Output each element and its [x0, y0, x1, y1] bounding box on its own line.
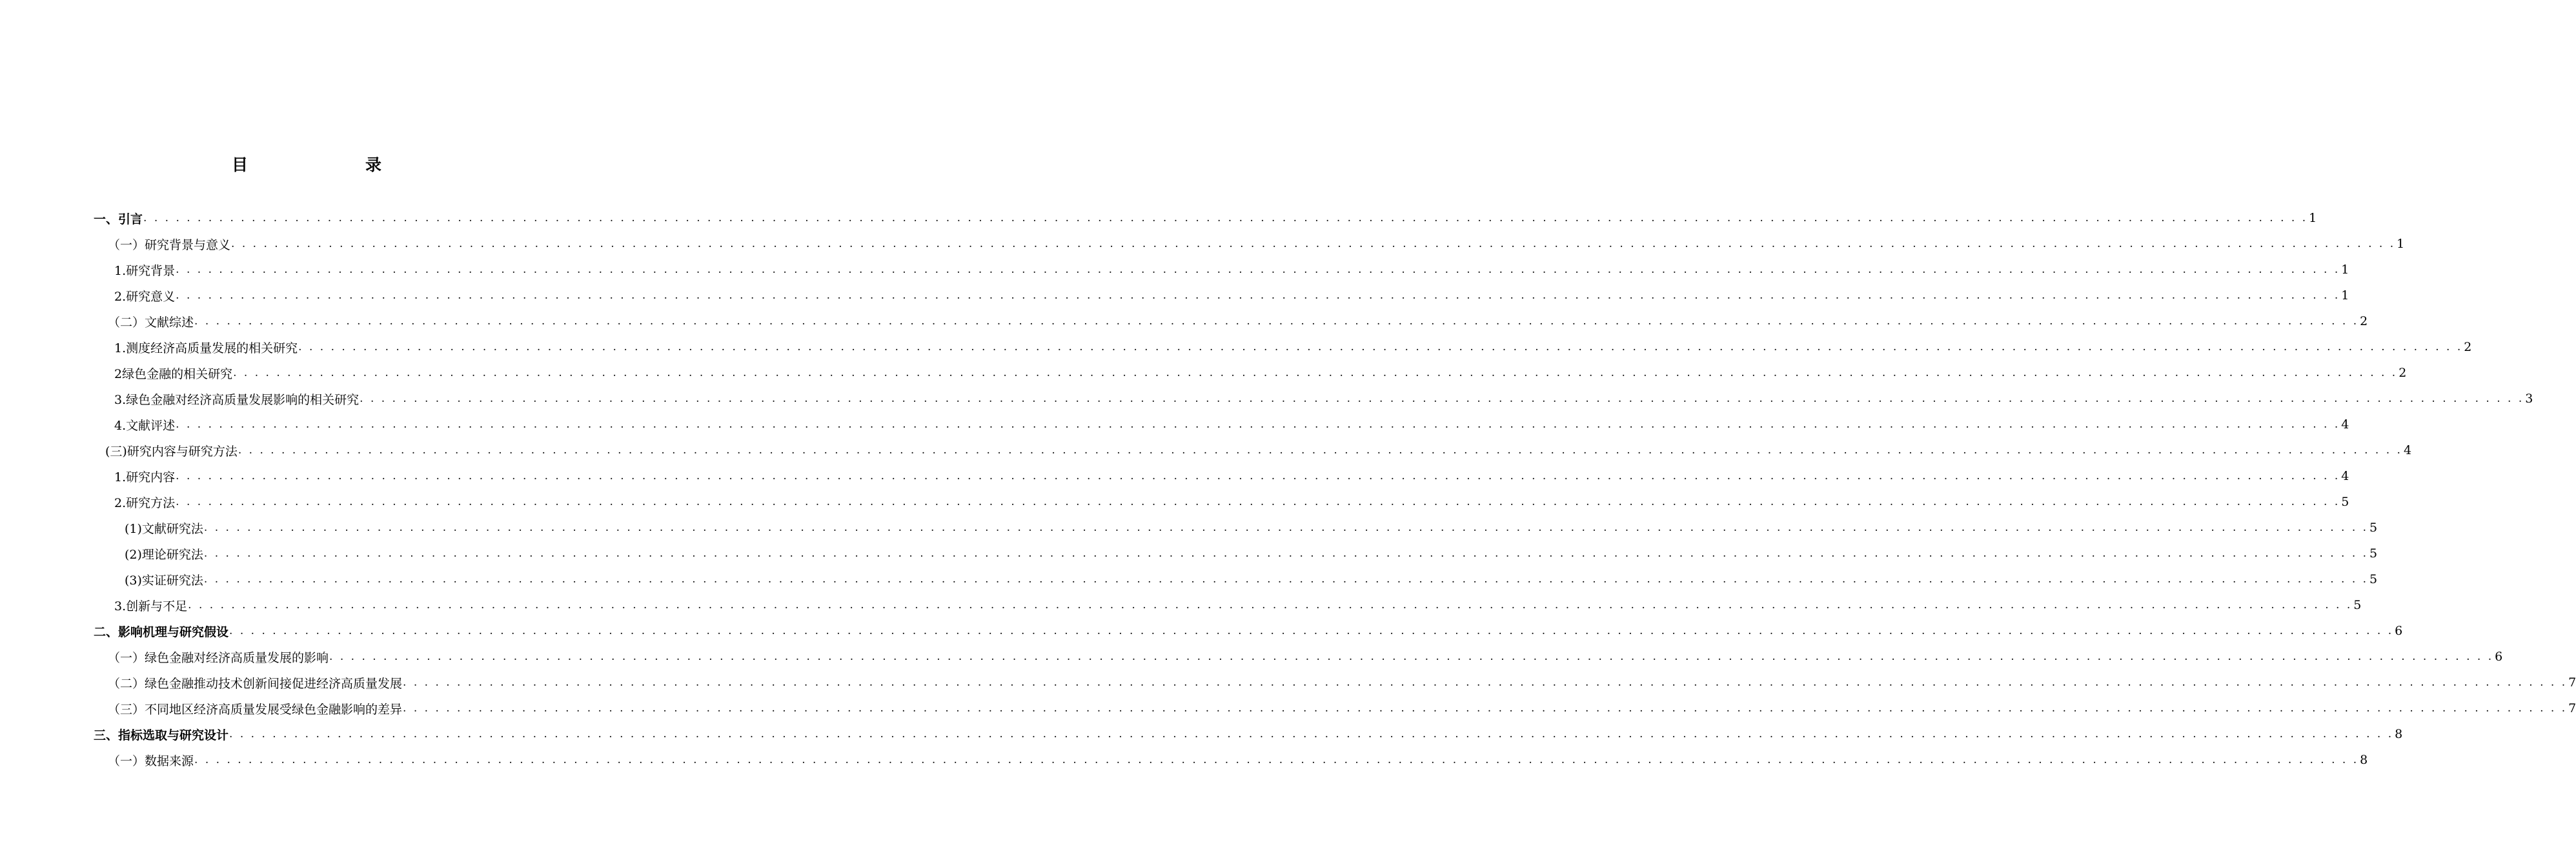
toc-entry[interactable]: [94, 618, 2403, 644]
toc-dot-leader: . . . . . . . . . . . . . . . . . . . . . . . . . . . . . . . . . . . . . . . . . . . . . . . . . . . . . . . . . . . . . . . . . . . . . . . . . . . . . . . . . . . . . . . . . . . . . . . . . . . . . . . . . . . . . . . . . . . . . . . . . . . . . . . . . . . . . . . . . . . . . . . . . . . . . . . . . . . . . . . . . . . . . . . . . . . . . . . . . . . . . . . . . . . . . . . . . . . . . . . .: [176, 263, 2340, 276]
toc-entry-page-number: 1: [2397, 237, 2405, 251]
toc-entry[interactable]: [94, 283, 2349, 308]
toc-dot-leader: . . . . . . . . . . . . . . . . . . . . . . . . . . . . . . . . . . . . . . . . . . . . . . . . . . . . . . . . . . . . . . . . . . . . . . . . . . . . . . . . . . . . . . . . . . . . . . . . . . . . . . . . . . . . . . . . . . . . . . . . . . . . . . . . . . . . . . . . . . . . . . . . . . . . . . . . . . . . . . . . . . . . . . . . . . . . . . . . . . . . . . . . . . . . . . . . . . . . . . . .: [203, 521, 2369, 534]
toc-entry-page-number: 2: [2360, 314, 2368, 328]
toc-entry-page-number: 6: [2495, 650, 2503, 664]
toc-entry-label: （三）不同地区经济高质量发展受绿色金融影响的差异: [108, 702, 403, 717]
toc-dot-leader: . . . . . . . . . . . . . . . . . . . . . . . . . . . . . . . . . . . . . . . . . . . . . . . . . . . . . . . . . . . . . . . . . . . . . . . . . . . . . . . . . . . . . . . . . . . . . . . . . . . . . . . . . . . . . . . . . . . . . . . . . . . . . . . . . . . . . . . . . . . . . . . . . . . . . . . . . . . . . . . . . . . . . . . . . . . . . . . . . . . . . . . . . . . . . . . . . . . . . . . .: [194, 753, 2359, 766]
toc-entry[interactable]: [94, 695, 2576, 721]
toc-dot-leader: . . . . . . . . . . . . . . . . . . . . . . . . . . . . . . . . . . . . . . . . . . . . . . . . . . . . . . . . . . . . . . . . . . . . . . . . . . . . . . . . . . . . . . . . . . . . . . . . . . . . . . . . . . . . . . . . . . . . . . . . . . . . . . . . . . . . . . . . . . . . . . . . . . . . . . . . . . . . . . . . . . . . . . . . . . . . . . . . . . . . . . . . . . . . . . . . . . . . . . . .: [229, 728, 2394, 741]
toc-dot-leader: . . . . . . . . . . . . . . . . . . . . . . . . . . . . . . . . . . . . . . . . . . . . . . . . . . . . . . . . . . . . . . . . . . . . . . . . . . . . . . . . . . . . . . . . . . . . . . . . . . . . . . . . . . . . . . . . . . . . . . . . . . . . . . . . . . . . . . . . . . . . . . . . . . . . . . . . . . . . . . . . . . . . . . . . . . . . . . . . . . . . . . . . . . . . . . . . . . . . . . . .: [176, 289, 2340, 302]
toc-entry-label: (1)文献研究法: [125, 521, 203, 536]
toc-dot-leader: . . . . . . . . . . . . . . . . . . . . . . . . . . . . . . . . . . . . . . . . . . . . . . . . . . . . . . . . . . . . . . . . . . . . . . . . . . . . . . . . . . . . . . . . . . . . . . . . . . . . . . . . . . . . . . . . . . . . . . . . . . . . . . . . . . . . . . . . . . . . . . . . . . . . . . . . . . . . . . . . . . . . . . . . . . . . . . . . . . . . . . . . . . . . . . . . . . . . . . . .: [194, 315, 2359, 328]
toc-entry-label: 一、引言: [94, 212, 143, 226]
toc-entry-label: 3.创新与不足: [114, 599, 188, 613]
toc-entry-label: 二、影响机理与研究假设: [94, 624, 229, 639]
toc-entry[interactable]: [94, 437, 2412, 463]
toc-entry[interactable]: [94, 412, 2349, 437]
toc-entry[interactable]: [94, 463, 2349, 489]
toc-entry-page-number: 5: [2369, 521, 2378, 535]
toc-entry[interactable]: [94, 747, 2368, 773]
toc-entry-label: 2.研究方法: [114, 495, 176, 510]
toc-entry[interactable]: [94, 231, 2405, 257]
toc-entry-page-number: 7: [2568, 675, 2576, 690]
toc-entry-page-number: 6: [2395, 624, 2403, 638]
toc-dot-leader: . . . . . . . . . . . . . . . . . . . . . . . . . . . . . . . . . . . . . . . . . . . . . . . . . . . . . . . . . . . . . . . . . . . . . . . . . . . . . . . . . . . . . . . . . . . . . . . . . . . . . . . . . . . . . . . . . . . . . . . . . . . . . . . . . . . . . . . . . . . . . . . . . . . . . . . . . . . . . . . . . . . . . . . . . . . . . . . . . . . . . . . . . . . . . . . . . . . . . . . .: [233, 366, 2398, 379]
toc-entry-label: 1.研究背景: [114, 263, 176, 278]
toc-entry-page-number: 5: [2341, 495, 2349, 509]
toc-dot-leader: . . . . . . . . . . . . . . . . . . . . . . . . . . . . . . . . . . . . . . . . . . . . . . . . . . . . . . . . . . . . . . . . . . . . . . . . . . . . . . . . . . . . . . . . . . . . . . . . . . . . . . . . . . . . . . . . . . . . . . . . . . . . . . . . . . . . . . . . . . . . . . . . . . . . . . . . . . . . . . . . . . . . . . . . . . . . . . . . . . . . . . . . . . . . . . . . . . . . . . . .: [238, 444, 2402, 457]
toc-entry-page-number: 7: [2568, 701, 2576, 715]
toc-entry[interactable]: [94, 541, 2378, 566]
toc-entry[interactable]: [94, 592, 2362, 618]
toc-dot-leader: . . . . . . . . . . . . . . . . . . . . . . . . . . . . . . . . . . . . . . . . . . . . . . . . . . . . . . . . . . . . . . . . . . . . . . . . . . . . . . . . . . . . . . . . . . . . . . . . . . . . . . . . . . . . . . . . . . . . . . . . . . . . . . . . . . . . . . . . . . . . . . . . . . . . . . . . . . . . . . . . . . . . . . . . . . . . . . . . . . . . . . . . . . . . . . . . . . . . . . . .: [298, 341, 2463, 354]
toc-entry-label: 1.测度经济高质量发展的相关研究: [114, 341, 298, 355]
toc-entry[interactable]: [94, 257, 2349, 283]
toc-entry[interactable]: [94, 644, 2503, 670]
toc-dot-leader: . . . . . . . . . . . . . . . . . . . . . . . . . . . . . . . . . . . . . . . . . . . . . . . . . . . . . . . . . . . . . . . . . . . . . . . . . . . . . . . . . . . . . . . . . . . . . . . . . . . . . . . . . . . . . . . . . . . . . . . . . . . . . . . . . . . . . . . . . . . . . . . . . . . . . . . . . . . . . . . . . . . . . . . . . . . . . . . . . . . . . . . . . . . . . . . . . . . . . . . .: [188, 599, 2353, 612]
toc-dot-leader: . . . . . . . . . . . . . . . . . . . . . . . . . . . . . . . . . . . . . . . . . . . . . . . . . . . . . . . . . . . . . . . . . . . . . . . . . . . . . . . . . . . . . . . . . . . . . . . . . . . . . . . . . . . . . . . . . . . . . . . . . . . . . . . . . . . . . . . . . . . . . . . . . . . . . . . . . . . . . . . . . . . . . . . . . . . . . . . . . . . . . . . . . . . . . . . . . . . . . . . .: [360, 392, 2524, 405]
toc-dot-leader: . . . . . . . . . . . . . . . . . . . . . . . . . . . . . . . . . . . . . . . . . . . . . . . . . . . . . . . . . . . . . . . . . . . . . . . . . . . . . . . . . . . . . . . . . . . . . . . . . . . . . . . . . . . . . . . . . . . . . . . . . . . . . . . . . . . . . . . . . . . . . . . . . . . . . . . . . . . . . . . . . . . . . . . . . . . . . . . . . . . . . . . . . . . . . . . . . . . . . . . .: [403, 702, 2568, 715]
toc-entry-page-number: 8: [2360, 753, 2368, 767]
toc-entry-label: 2绿色金融的相关研究: [114, 366, 233, 381]
toc-dot-leader: . . . . . . . . . . . . . . . . . . . . . . . . . . . . . . . . . . . . . . . . . . . . . . . . . . . . . . . . . . . . . . . . . . . . . . . . . . . . . . . . . . . . . . . . . . . . . . . . . . . . . . . . . . . . . . . . . . . . . . . . . . . . . . . . . . . . . . . . . . . . . . . . . . . . . . . . . . . . . . . . . . . . . . . . . . . . . . . . . . . . . . . . . . . . . . . . . . . . . . . .: [143, 212, 2308, 224]
toc-entry[interactable]: [94, 515, 2378, 541]
toc-entry-page-number: 4: [2403, 443, 2412, 457]
page-title: 目 录: [231, 155, 410, 174]
toc-entry-page-number: 1: [2341, 288, 2349, 303]
toc-entry-label: 4.文献评述: [114, 418, 176, 433]
toc-dot-leader: . . . . . . . . . . . . . . . . . . . . . . . . . . . . . . . . . . . . . . . . . . . . . . . . . . . . . . . . . . . . . . . . . . . . . . . . . . . . . . . . . . . . . . . . . . . . . . . . . . . . . . . . . . . . . . . . . . . . . . . . . . . . . . . . . . . . . . . . . . . . . . . . . . . . . . . . . . . . . . . . . . . . . . . . . . . . . . . . . . . . . . . . . . . . . . . . . . . . . . . .: [231, 237, 2396, 250]
toc-entry-label: （二）文献综述: [108, 315, 194, 330]
toc-entry-page-number: 2: [2464, 340, 2472, 354]
toc-entry-label: （一）绿色金融对经济高质量发展的影响: [108, 650, 329, 665]
toc-dot-leader: . . . . . . . . . . . . . . . . . . . . . . . . . . . . . . . . . . . . . . . . . . . . . . . . . . . . . . . . . . . . . . . . . . . . . . . . . . . . . . . . . . . . . . . . . . . . . . . . . . . . . . . . . . . . . . . . . . . . . . . . . . . . . . . . . . . . . . . . . . . . . . . . . . . . . . . . . . . . . . . . . . . . . . . . . . . . . . . . . . . . . . . . . . . . . . . . . . . . . . . .: [176, 470, 2340, 483]
toc-entry-label: 1.研究内容: [114, 470, 176, 484]
toc-entry-page-number: 1: [2341, 263, 2349, 277]
toc-entry[interactable]: [94, 670, 2576, 695]
toc-entry-label: 3.绿色金融对经济高质量发展影响的相关研究: [114, 392, 360, 407]
toc-entry-label: 三、指标选取与研究设计: [94, 728, 229, 742]
toc-entry-page-number: 2: [2399, 366, 2407, 380]
toc-entry[interactable]: [94, 334, 2472, 360]
toc-entry-label: 2.研究意义: [114, 289, 176, 304]
toc-entry[interactable]: [94, 205, 2317, 231]
toc-entry-label: (三)研究内容与研究方法: [105, 444, 238, 459]
toc-entry[interactable]: [94, 489, 2349, 515]
toc-entry[interactable]: [94, 386, 2533, 412]
toc-entry-page-number: 1: [2309, 211, 2317, 225]
table-of-contents: [94, 205, 2576, 773]
toc-dot-leader: . . . . . . . . . . . . . . . . . . . . . . . . . . . . . . . . . . . . . . . . . . . . . . . . . . . . . . . . . . . . . . . . . . . . . . . . . . . . . . . . . . . . . . . . . . . . . . . . . . . . . . . . . . . . . . . . . . . . . . . . . . . . . . . . . . . . . . . . . . . . . . . . . . . . . . . . . . . . . . . . . . . . . . . . . . . . . . . . . . . . . . . . . . . . . . . . . . . . . . . .: [176, 495, 2340, 508]
toc-entry-label: (2)理论研究法: [125, 547, 203, 562]
toc-entry[interactable]: [94, 360, 2407, 386]
toc-entry-page-number: 5: [2369, 546, 2378, 561]
toc-entry-page-number: 4: [2341, 417, 2349, 432]
toc-entry-page-number: 5: [2369, 572, 2378, 586]
toc-entry-page-number: 8: [2395, 727, 2403, 741]
toc-entry[interactable]: [94, 308, 2368, 334]
toc-dot-leader: . . . . . . . . . . . . . . . . . . . . . . . . . . . . . . . . . . . . . . . . . . . . . . . . . . . . . . . . . . . . . . . . . . . . . . . . . . . . . . . . . . . . . . . . . . . . . . . . . . . . . . . . . . . . . . . . . . . . . . . . . . . . . . . . . . . . . . . . . . . . . . . . . . . . . . . . . . . . . . . . . . . . . . . . . . . . . . . . . . . . . . . . . . . . . . . . . . . . . . . .: [176, 418, 2340, 431]
toc-entry-label: （一）数据来源: [108, 753, 194, 768]
toc-entry-label: （二）绿色金融推动技术创新间接促进经济高质量发展: [108, 676, 403, 691]
toc-dot-leader: . . . . . . . . . . . . . . . . . . . . . . . . . . . . . . . . . . . . . . . . . . . . . . . . . . . . . . . . . . . . . . . . . . . . . . . . . . . . . . . . . . . . . . . . . . . . . . . . . . . . . . . . . . . . . . . . . . . . . . . . . . . . . . . . . . . . . . . . . . . . . . . . . . . . . . . . . . . . . . . . . . . . . . . . . . . . . . . . . . . . . . . . . . . . . . . . . . . . . . . .: [203, 547, 2369, 560]
toc-entry-page-number: 4: [2341, 469, 2349, 483]
toc-entry-page-number: 5: [2353, 598, 2362, 612]
toc-entry-label: (3)实证研究法: [125, 573, 203, 588]
toc-entry[interactable]: [94, 566, 2378, 592]
toc-dot-leader: . . . . . . . . . . . . . . . . . . . . . . . . . . . . . . . . . . . . . . . . . . . . . . . . . . . . . . . . . . . . . . . . . . . . . . . . . . . . . . . . . . . . . . . . . . . . . . . . . . . . . . . . . . . . . . . . . . . . . . . . . . . . . . . . . . . . . . . . . . . . . . . . . . . . . . . . . . . . . . . . . . . . . . . . . . . . . . . . . . . . . . . . . . . . . . . . . . . . . . . .: [329, 650, 2494, 663]
toc-dot-leader: . . . . . . . . . . . . . . . . . . . . . . . . . . . . . . . . . . . . . . . . . . . . . . . . . . . . . . . . . . . . . . . . . . . . . . . . . . . . . . . . . . . . . . . . . . . . . . . . . . . . . . . . . . . . . . . . . . . . . . . . . . . . . . . . . . . . . . . . . . . . . . . . . . . . . . . . . . . . . . . . . . . . . . . . . . . . . . . . . . . . . . . . . . . . . . . . . . . . . . . .: [403, 676, 2568, 689]
toc-dot-leader: . . . . . . . . . . . . . . . . . . . . . . . . . . . . . . . . . . . . . . . . . . . . . . . . . . . . . . . . . . . . . . . . . . . . . . . . . . . . . . . . . . . . . . . . . . . . . . . . . . . . . . . . . . . . . . . . . . . . . . . . . . . . . . . . . . . . . . . . . . . . . . . . . . . . . . . . . . . . . . . . . . . . . . . . . . . . . . . . . . . . . . . . . . . . . . . . . . . . . . . .: [203, 573, 2369, 586]
toc-entry-label: （一）研究背景与意义: [108, 237, 231, 252]
toc-dot-leader: . . . . . . . . . . . . . . . . . . . . . . . . . . . . . . . . . . . . . . . . . . . . . . . . . . . . . . . . . . . . . . . . . . . . . . . . . . . . . . . . . . . . . . . . . . . . . . . . . . . . . . . . . . . . . . . . . . . . . . . . . . . . . . . . . . . . . . . . . . . . . . . . . . . . . . . . . . . . . . . . . . . . . . . . . . . . . . . . . . . . . . . . . . . . . . . . . . . . . . . .: [229, 624, 2394, 637]
toc-entry-page-number: 3: [2525, 392, 2533, 406]
toc-entry[interactable]: [94, 721, 2403, 747]
